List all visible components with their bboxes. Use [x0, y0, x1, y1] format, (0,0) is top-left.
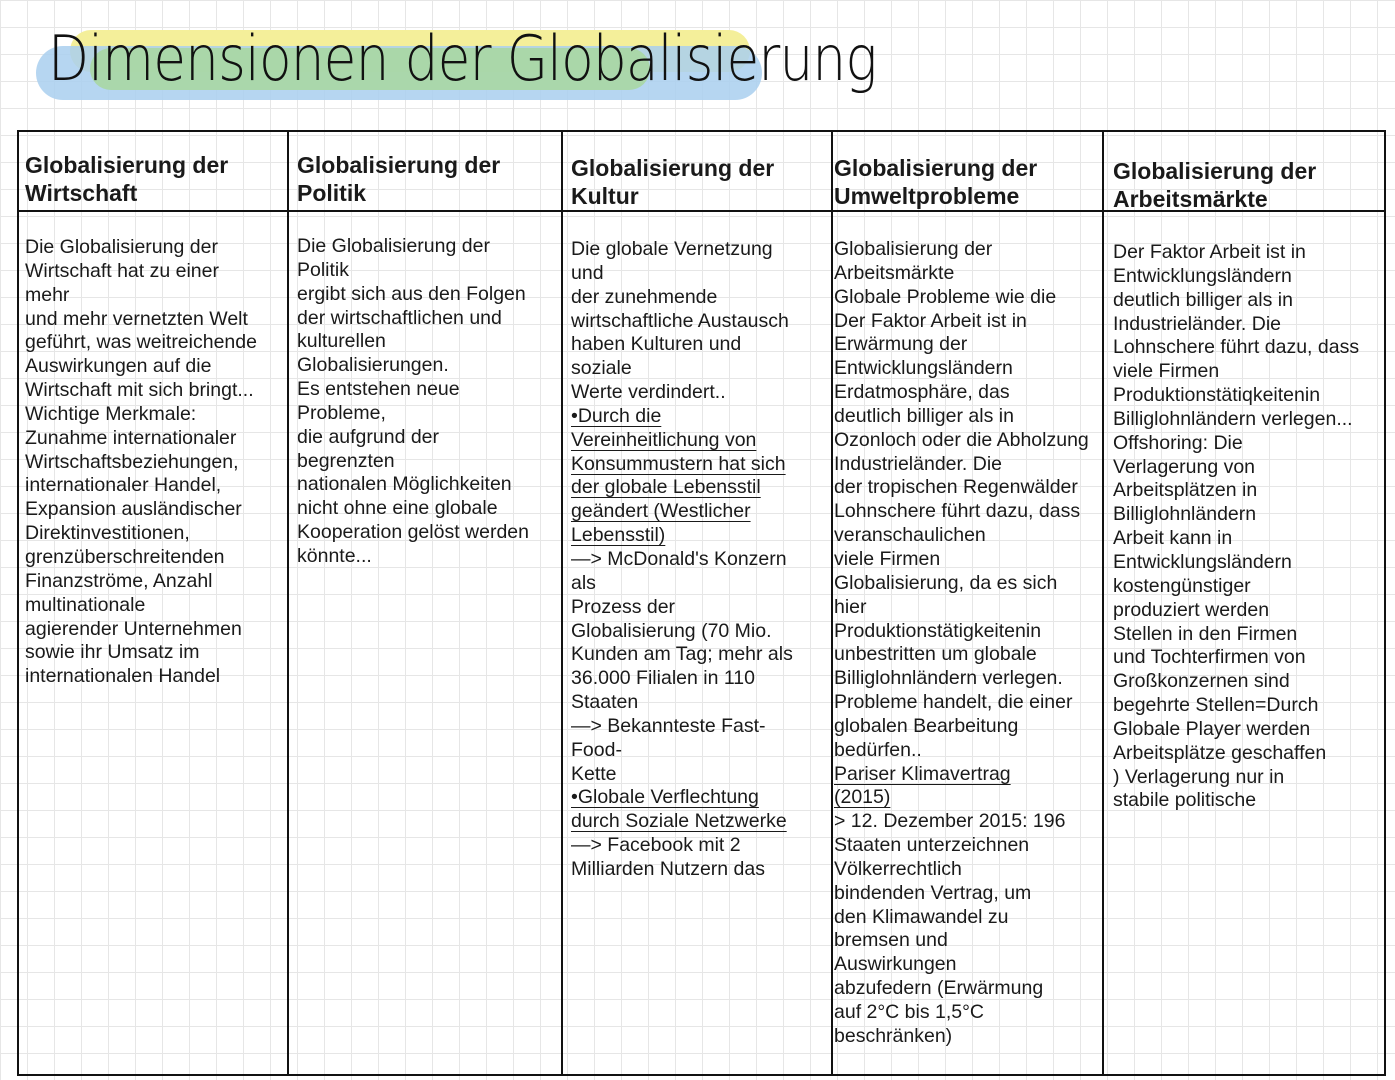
- text-line: 36.000 Filialen in 110: [571, 667, 755, 690]
- text-line: Werte verdindert..: [571, 381, 726, 404]
- column-body: [1113, 241, 1359, 813]
- text-line: Vereinheitlichung von: [571, 428, 757, 451]
- text-line: Finanzströme, Anzahl: [25, 569, 213, 592]
- text-line: Industrieländer. Die: [1113, 312, 1282, 335]
- text-line: Globalisierung (70 Mio.: [571, 619, 772, 642]
- text-line: bindenden Vertrag, um: [834, 881, 1032, 904]
- column-heading: [25, 151, 228, 207]
- text-line: Arbeitsplätzen in: [1113, 479, 1258, 502]
- text-line: und mehr vernetzten Welt: [25, 307, 248, 330]
- text-line: sowie ihr Umsatz im: [25, 641, 200, 664]
- text-line: Lohnschere führt dazu, dass: [834, 500, 1081, 523]
- text-line: Auswirkungen auf die: [25, 355, 212, 378]
- column-arbeitsmaerkte: [1104, 132, 1384, 1074]
- text-line: Staaten unterzeichnen: [834, 834, 1030, 857]
- text-line: Billiglohnländern verlegen.: [834, 667, 1063, 690]
- dimensions-table: [17, 130, 1386, 1076]
- text-line: Kette: [571, 762, 617, 785]
- text-line: Die Globalisierung der: [297, 235, 490, 257]
- column-body: [25, 236, 257, 689]
- title-block: [30, 8, 877, 123]
- text-line: ) Verlagerung nur in: [1113, 765, 1285, 788]
- text-line: Lohnschere führt dazu, dass: [1113, 336, 1360, 359]
- column-divider: [1384, 132, 1386, 1074]
- text-line: stabile politische: [1113, 789, 1257, 812]
- column-heading: [834, 154, 1037, 210]
- text-line: deutlich billiger als in: [834, 404, 1014, 427]
- text-line: produziert werden: [1113, 598, 1270, 621]
- text-line: und: [571, 261, 604, 284]
- text-line: Die Globalisierung der: [25, 236, 218, 258]
- text-line: internationalen Handel: [25, 665, 221, 688]
- heading-line: Umweltprobleme: [834, 183, 1020, 209]
- text-line: Es entstehen neue: [297, 378, 460, 401]
- column-body: [834, 238, 1089, 1049]
- text-line: der tropischen Regenwälder: [834, 476, 1078, 499]
- text-line: viele Firmen: [834, 547, 941, 570]
- text-line: beschränken): [834, 1024, 953, 1047]
- text-line: geführt, was weitreichende: [25, 331, 257, 354]
- text-line: Wichtige Merkmale:: [25, 402, 197, 425]
- column-heading: [571, 154, 774, 210]
- text-line: Offshoring: Die: [1113, 431, 1243, 454]
- text-line: Globalisierungen.: [297, 354, 449, 377]
- text-line: durch Soziale Netzwerke: [571, 810, 787, 833]
- text-line: Expansion ausländischer: [25, 498, 242, 521]
- text-line: der globale Lebensstil: [571, 476, 761, 499]
- text-line: kulturellen: [297, 330, 386, 353]
- text-line: kostengünstiger: [1113, 574, 1251, 597]
- text-line: (2015): [834, 786, 891, 809]
- text-line: der zunehmende: [571, 285, 718, 308]
- text-line: die aufgrund der: [297, 425, 440, 448]
- text-line: Probleme handelt, die einer: [834, 691, 1073, 714]
- text-line: Ozonloch oder die Abholzung: [834, 428, 1089, 451]
- column-heading: [1113, 157, 1316, 213]
- text-line: agierender Unternehmen: [25, 617, 242, 640]
- text-line: soziale: [571, 357, 632, 380]
- heading-line: Kultur: [571, 183, 639, 209]
- text-line: •Globale Verflechtung: [571, 786, 759, 809]
- text-line: Prozess der: [571, 595, 676, 618]
- column-umweltprobleme: [833, 132, 1102, 1074]
- text-line: Völkerrechtlich: [834, 857, 962, 880]
- text-line: Wirtschaftsbeziehungen,: [25, 450, 239, 473]
- text-line: Wirtschaft mit sich bringt...: [25, 379, 254, 402]
- text-line: den Klimawandel zu: [834, 905, 1009, 928]
- text-line: mehr: [25, 283, 70, 306]
- text-line: Industrieländer. Die: [834, 452, 1003, 475]
- text-line: Staaten: [571, 691, 639, 714]
- text-line: Arbeitsmärkte: [834, 261, 955, 284]
- text-line: wirtschaftliche Austausch: [571, 309, 789, 332]
- text-line: Lebensstil): [571, 524, 666, 547]
- text-line: begrenzten: [297, 449, 395, 472]
- text-line: Kooperation gelöst werden: [297, 521, 529, 544]
- heading-line: Globalisierung der: [25, 152, 229, 178]
- text-line: Verlagerung von: [1113, 455, 1256, 478]
- text-line: haben Kulturen und: [571, 333, 742, 356]
- text-line: abzufedern (Erwärmung: [834, 977, 1044, 1000]
- text-line: multinationale: [25, 593, 146, 616]
- text-line: Die globale Vernetzung: [571, 238, 773, 260]
- text-line: hier: [834, 595, 867, 618]
- text-line: Wirtschaft hat zu einer: [25, 259, 219, 282]
- text-line: geändert (Westlicher: [571, 500, 751, 523]
- column-heading: [297, 151, 500, 207]
- text-line: Produktionstätigkeitenin: [834, 619, 1042, 642]
- text-line: Konsummustern hat sich: [571, 452, 786, 475]
- text-line: Arbeitsplätze geschaffen: [1113, 741, 1327, 764]
- column-body: [297, 235, 529, 569]
- text-line: —> McDonald's Konzern: [571, 547, 787, 570]
- text-line: Billiglohnländern: [1113, 503, 1257, 526]
- text-line: Arbeit kann in: [1113, 527, 1233, 550]
- text-line: Großkonzernen sind: [1113, 670, 1290, 693]
- column-politik: [289, 132, 561, 1074]
- text-line: nationalen Möglichkeiten: [297, 473, 512, 496]
- text-line: Globalisierung, da es sich: [834, 571, 1058, 594]
- text-line: Entwicklungsländern: [834, 357, 1013, 380]
- text-line: viele Firmen: [1113, 360, 1220, 383]
- text-line: Erwärmung der: [834, 333, 968, 356]
- text-line: Stellen in den Firmen: [1113, 622, 1298, 645]
- text-line: Milliarden Nutzern das: [571, 857, 766, 880]
- text-line: Der Faktor Arbeit ist in: [834, 309, 1027, 332]
- text-line: Direktinvestitionen,: [25, 522, 190, 545]
- heading-line: Globalisierung der: [297, 152, 501, 178]
- text-line: internationaler Handel,: [25, 474, 222, 497]
- text-line: Erdatmosphäre, das: [834, 381, 1010, 404]
- text-line: Produktionstätiqkeitenin: [1113, 384, 1321, 407]
- text-line: Globale Player werden: [1113, 717, 1311, 740]
- text-line: Pariser Klimavertrag: [834, 762, 1011, 785]
- heading-line: Globalisierung der: [834, 155, 1038, 181]
- text-line: Billiglohnländern verlegen...: [1113, 407, 1353, 430]
- column-wirtschaft: [17, 132, 287, 1074]
- text-line: Entwicklungsländern: [1113, 264, 1292, 287]
- text-line: unbestritten um globale: [834, 643, 1037, 666]
- text-line: der wirtschaftlichen und: [297, 306, 502, 329]
- text-line: veranschaulichen: [834, 524, 986, 547]
- text-line: Globalisierung der: [834, 238, 993, 260]
- text-line: > 12. Dezember 2015: 196: [834, 810, 1066, 833]
- text-line: Entwicklungsländern: [1113, 550, 1292, 573]
- text-line: Food-: [571, 738, 622, 761]
- text-line: Politik: [297, 258, 350, 281]
- text-line: •Durch die: [571, 404, 662, 427]
- text-line: auf 2°C bis 1,5°C: [834, 1001, 985, 1023]
- heading-line: Globalisierung der: [571, 155, 775, 181]
- text-line: Kunden am Tag; mehr als: [571, 643, 793, 666]
- text-line: bedürfen..: [834, 738, 922, 761]
- column-kultur: [563, 132, 831, 1074]
- text-line: deutlich billiger als in: [1113, 288, 1293, 311]
- text-line: Probleme,: [297, 401, 386, 424]
- page-title: Dimensionen der Globalisierung: [48, 22, 877, 95]
- text-line: grenzüberschreitenden: [25, 545, 225, 568]
- text-line: Der Faktor Arbeit ist in: [1113, 241, 1306, 263]
- text-line: bremsen und: [834, 929, 948, 952]
- text-line: —> Facebook mit 2: [571, 834, 741, 857]
- text-line: ergibt sich aus den Folgen: [297, 282, 526, 305]
- text-line: als: [571, 571, 596, 594]
- heading-line: Arbeitsmärkte: [1113, 186, 1268, 212]
- text-line: und Tochterfirmen von: [1113, 646, 1306, 669]
- text-line: Auswirkungen: [834, 953, 957, 976]
- text-line: könnte...: [297, 544, 372, 567]
- column-body: [571, 238, 793, 882]
- heading-line: Politik: [297, 180, 367, 206]
- text-line: globalen Bearbeitung: [834, 714, 1019, 737]
- text-line: begehrte Stellen=Durch: [1113, 694, 1319, 717]
- heading-line: Wirtschaft: [25, 180, 138, 206]
- text-line: Zunahme internationaler: [25, 426, 237, 449]
- heading-line: Globalisierung der: [1113, 158, 1317, 184]
- text-line: nicht ohne eine globale: [297, 497, 498, 520]
- text-line: —> Bekannteste Fast-: [571, 714, 766, 737]
- text-line: Globale Probleme wie die: [834, 285, 1057, 308]
